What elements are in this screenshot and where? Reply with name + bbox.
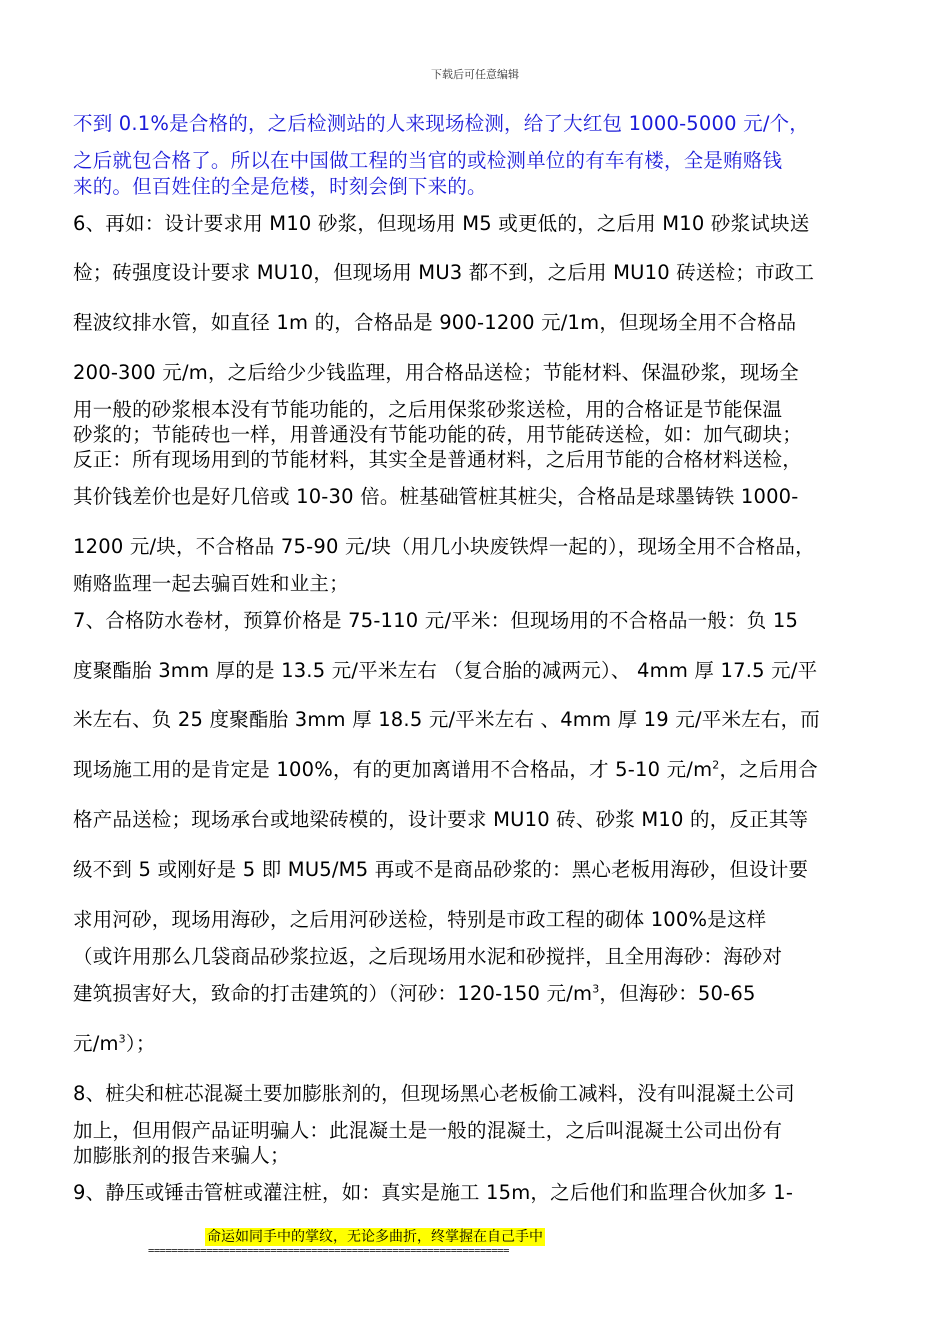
text-line: 反正：所有现场用到的节能材料，其实全是普通材料，之后用节能的合格材料送检，: [73, 448, 802, 471]
text-line: 检；砖强度设计要求 MU10，但现场用 MU3 都不到，之后用 MU10 砖送检；市政工: [73, 261, 815, 284]
text-line: 8、桩尖和桩芯混凝土要加膨胀剂的，但现场黑心老板偷工减料，没有叫混凝土公司: [73, 1082, 795, 1105]
text-line: 用一般的砂浆根本没有节能功能的，之后用保浆砂浆送检，用的合格证是节能保温: [73, 398, 783, 421]
superscript: 3: [118, 1032, 126, 1046]
text-line: 其价钱差价也是好几倍或 10-30 倍。桩基础管桩其桩尖，合格品是球墨铸铁 1000-: [73, 485, 799, 508]
text-line: 6、再如：设计要求用 M10 砂浆，但现场用 M5 或更低的，之后用 M10 砂浆试块送: [73, 212, 810, 235]
text-line: （或许用那么几袋商品砂浆拉返，之后现场用水泥和砂搅拌，且全用海砂：海砂对: [73, 945, 783, 968]
text-line: 加上，但用假产品证明骗人：此混凝土是一般的混凝土，之后叫混凝土公司出份有: [73, 1119, 783, 1142]
text-line: 200-300 元/m，之后给少少钱监理，用合格品送检；节能材料、保温砂浆，现场全: [73, 361, 799, 384]
text-line: 9、静压或锤击管桩或灌注桩，如：真实是施工 15m，之后他们和监理合伙加多 1-: [73, 1181, 794, 1204]
superscript: 3: [592, 982, 600, 996]
text-line: 现场施工用的是肯定是 100%，有的更加离谱用不合格品，才 5-10 元$/m^2$，之后用合: [73, 758, 818, 781]
text-line: 建筑损害好大，致命的打击建筑的）（河砂：120-150 元$/m^3$，但海砂：50-65: [73, 982, 756, 1005]
text-line: 元$/m^3$）；: [73, 1032, 156, 1055]
text-line: 来的。但百姓住的全是危楼，时刻会倒下来的。: [73, 175, 487, 198]
footer-highlight-note: 命运如同手中的掌纹，无论多曲折，终掌握在自己手中: [207, 1229, 543, 1245]
footer-divider: ==============================================================: [148, 1245, 509, 1257]
text-line: 砂浆的；节能砖也一样，用普通没有节能功能的砖，用节能砖送检，如：加气砌块；: [73, 423, 802, 446]
text-line: 度聚酯胎 3mm 厚的是 13.5 元/平米左右 （复合胎的减两元）、 4mm 厚 17.5 元/平: [73, 659, 818, 682]
page-header: 下载后可任意编辑: [431, 68, 519, 81]
text-line: 米左右、负 25 度聚酯胎 3mm 厚 18.5 元/平米左右 、4mm 厚 19 元/平米左右，而: [73, 708, 820, 731]
text-line: 之后就包合格了。所以在中国做工程的当官的或检测单位的有车有楼，全是贿赂钱: [73, 149, 783, 172]
text-line: 程波纹排水管，如直径 1m 的，合格品是 900-1200 元/1m，但现场全用不合格品: [73, 311, 797, 334]
superscript: 2: [712, 758, 720, 772]
text-line: 贿赂监理一起去骗百姓和业主；: [73, 572, 349, 595]
text-line: 不到 0.1%是合格的，之后检测站的人来现场检测，给了大红包 1000-5000 元/个，: [73, 112, 809, 135]
text-line: 级不到 5 或刚好是 5 即 MU5/M5 再或不是商品砂浆的：黑心老板用海砂，但设计要: [73, 858, 809, 881]
text-line: 加膨胀剂的报告来骗人；: [73, 1144, 290, 1167]
text-line: 1200 元/块，不合格品 75-90 元/块（用几小块废铁焊一起的），现场全用不合格品，: [73, 535, 815, 558]
text-line: 格产品送检；现场承台或地梁砖模的，设计要求 MU10 砖、砂浆 M10 的，反正其等: [73, 808, 809, 831]
text-line: 7、合格防水卷材，预算价格是 75-110 元/平米：但现场用的不合格品一般：负 15: [73, 609, 799, 632]
text-line: 求用河砂，现场用海砂，之后用河砂送检，特别是市政工程的砌体 100%是这样: [73, 908, 767, 931]
